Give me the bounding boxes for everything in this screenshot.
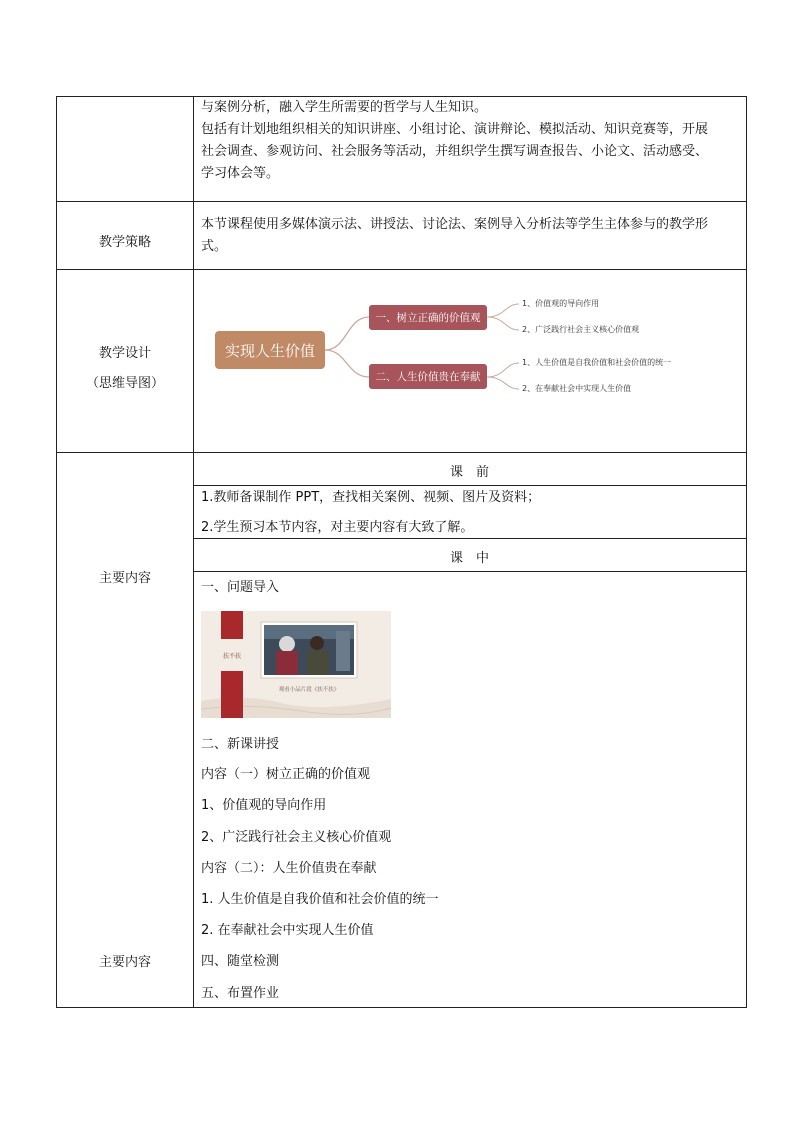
mindmap-leaf: 1、人生价值是自我价值和社会价值的统一 <box>522 358 672 367</box>
mindmap-leaf: 1、价值观的导向作用 <box>522 299 600 308</box>
strategy-line: 式。 <box>201 239 228 254</box>
content-line: 1. 人生价值是自我价值和社会价值的统一 <box>201 892 439 907</box>
intro-line: 与案例分析，融入学生所需要的哲学与人生知识。 <box>201 100 488 115</box>
row-divider <box>57 452 746 453</box>
intro-line: 社会调查、参观访问、社会服务等活动，并组织学生撰写调查报告、小论文、活动感受、 <box>201 144 709 159</box>
mindmap-branch-1: 一、树立正确的价值观 <box>369 305 487 330</box>
pre-class-item: 1.教师备课制作 PPT，查找相关案例、视频、图片及资料； <box>201 490 541 505</box>
intro-line: 包括有计划地组织相关的知识讲座、小组讨论、演讲辩论、模拟活动、知识竞赛等，开展 <box>201 122 709 137</box>
row-divider <box>193 571 746 572</box>
row-divider <box>193 485 746 486</box>
section-problem-intro: 一、问题导入 <box>201 580 280 595</box>
content-line: 二、新课讲授 <box>201 737 280 752</box>
design-label: 教学设计 <box>98 346 151 361</box>
content-line: 内容（二）：人生价值贵在奉献 <box>201 861 377 876</box>
image-red-bar-top <box>221 611 243 639</box>
lesson-plan-table <box>56 96 747 1008</box>
intro-line: 学习体会等。 <box>201 166 280 181</box>
mindmap-root-node: 实现人生价值 <box>215 331 325 369</box>
content-line: 五、布置作业 <box>201 986 280 1001</box>
in-class-heading: 课 中 <box>449 551 489 566</box>
pre-class-heading: 课 前 <box>449 465 489 480</box>
mindmap-leaf: 2、广泛践行社会主义核心价值观 <box>522 325 640 334</box>
content-line: 内容（一）树立正确的价值观 <box>201 767 371 782</box>
main-content-label: 主要内容 <box>98 955 151 970</box>
content-line: 1、价值观的导向作用 <box>201 798 327 813</box>
strategy-line: 本节课程使用多媒体演示法、讲授法、讨论法、案例导入分析法等学生主体参与的教学形 <box>201 217 709 232</box>
content-line: 2. 在奉献社会中实现人生价值 <box>201 923 374 938</box>
content-line: 2、广泛践行社会主义核心价值观 <box>201 830 392 845</box>
mindmap-connectors <box>57 97 746 452</box>
main-content-label: 主要内容 <box>98 571 151 586</box>
pre-class-item: 2.学生预习本节内容，对主要内容有大致了解。 <box>201 520 474 535</box>
strategy-label: 教学策略 <box>98 235 151 250</box>
content-line: 四、随堂检测 <box>201 954 280 969</box>
design-sublabel: （思维导图） <box>85 376 164 391</box>
mindmap-branch-2: 二、人生价值贵在奉献 <box>369 364 487 389</box>
mindmap-leaf: 2、在奉献社会中实现人生价值 <box>522 384 632 393</box>
image-caption: 观看小品片段《扶不扶》 <box>278 687 340 693</box>
image-red-bar-bottom <box>221 671 243 718</box>
image-side-title: 扶不扶 <box>222 653 241 660</box>
skit-screenshot-image <box>201 611 391 718</box>
row-divider <box>193 538 746 539</box>
